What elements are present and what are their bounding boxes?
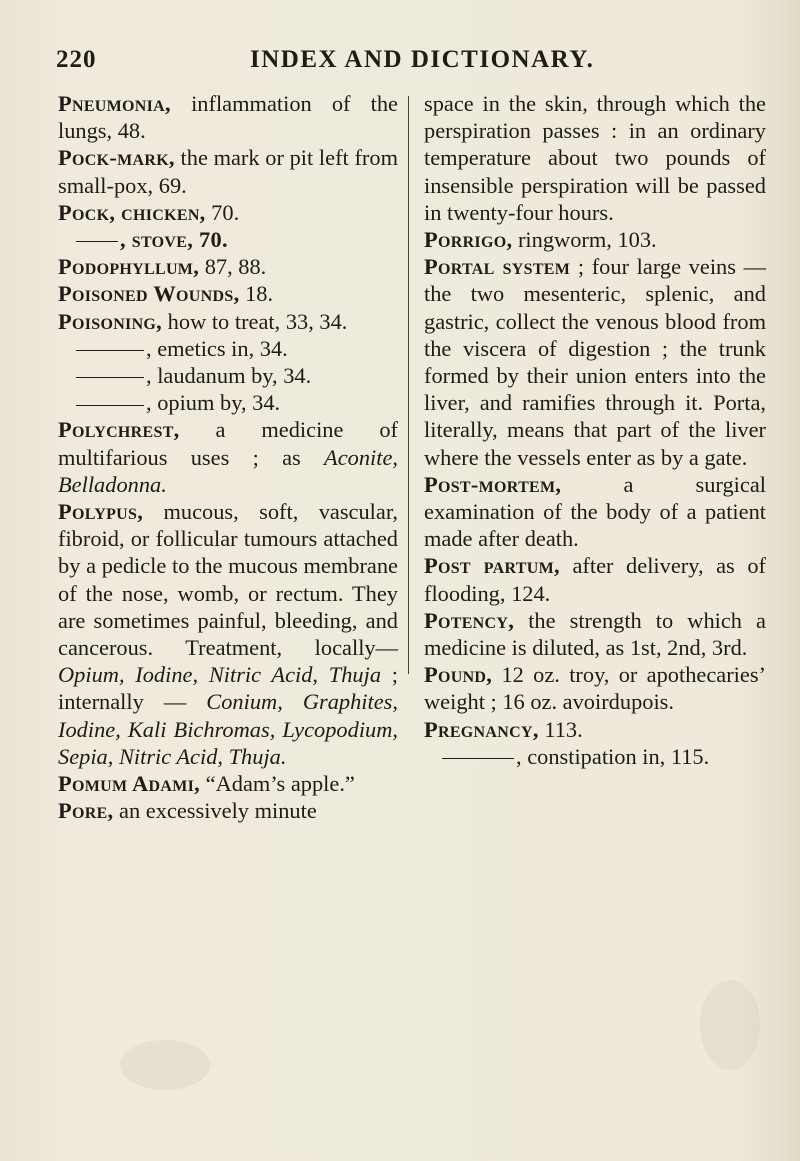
headword: Pore,: [58, 798, 114, 824]
subentry-text: , opium by, 34.: [146, 390, 281, 416]
definition: 87, 88.: [199, 254, 267, 280]
entry-pregnancy-constipation: [424, 743, 766, 770]
entry-polypus: [58, 498, 398, 770]
headword: Pound,: [424, 662, 493, 688]
definition: the mark or pit left from small-pox, 69.: [58, 145, 398, 198]
entry-pomum-adami: [58, 770, 398, 797]
entry-pound: [424, 661, 766, 715]
headword: Pock-mark,: [58, 145, 175, 171]
subentry-text: , constipation in, 115.: [516, 743, 710, 769]
ditto-dash: [76, 350, 144, 351]
definition: inflammation of the lungs, 48.: [58, 91, 398, 144]
remedy-names-internal: Conium, Graphites, Iodine, Kali Bichromas, Lycopodium, Sepia, Nitric Acid, Thuja.: [58, 689, 398, 769]
definition: 113.: [538, 716, 583, 742]
definition: a medicine of multifarious uses ; as: [58, 417, 398, 470]
right-column: [424, 90, 766, 770]
entry-pore: [58, 797, 398, 824]
definition: ; four large veins — the two mesenteric, splenic, and gastric, collect the venous blood from the viscera of digestion ; the trunk formed by their union enters into the liver, and ramifies through it. Porta, literally, means that part of the liver where the vessels enter as by a gate.: [424, 254, 766, 470]
headword: Pregnancy,: [424, 716, 539, 742]
paper-stain: [700, 980, 760, 1070]
entry-poisoning-emetics: [58, 335, 398, 362]
headword: Poisoned Wounds,: [58, 281, 240, 307]
entry-potency: [424, 607, 766, 661]
entry-poisoned-wounds: [58, 280, 398, 307]
column-divider: [408, 96, 409, 674]
page-number: 220: [56, 46, 97, 73]
remedy-names: Aconite, Belladonna.: [58, 444, 398, 497]
definition: 12 oz. troy, or apothecaries’ weight ; 16 oz. avoirdupois.: [424, 662, 766, 715]
definition: a surgical examination of the body of a patient made after death.: [424, 471, 766, 552]
subentry-text: , stove, 70.: [120, 227, 228, 253]
ditto-dash: [76, 377, 144, 378]
paper-stain: [120, 1040, 210, 1090]
definition: “Adam’s apple.”: [200, 771, 355, 797]
headword: Portal system: [424, 254, 571, 280]
ditto-dash: [76, 241, 118, 242]
headword: Pneumonia,: [58, 91, 171, 116]
definition: an excessively minute: [113, 798, 317, 824]
entry-pock-mark: [58, 144, 398, 198]
headword: Podophyllum,: [58, 254, 200, 280]
headword: Post-mortem,: [424, 471, 562, 497]
headword: Post partum,: [424, 553, 560, 579]
entry-portal-system: [424, 253, 766, 471]
entry-poisoning: [58, 308, 398, 335]
entry-porrigo: [424, 226, 766, 253]
definition: mucous, soft, vascular, fibroid, or follicular tumours attached by a pedicle to the mucous membrane of the nose, womb, or rectum. They are sometimes painful, bleeding, and cancerous. Treatment, locally—: [58, 499, 398, 661]
headword: Polypus,: [58, 499, 144, 525]
headword: Porrigo,: [424, 227, 513, 253]
definition: space in the skin, through which the perspiration passes : in an ordinary temperature about two pounds of insensible perspiration will be passed in twenty-four hours.: [424, 91, 766, 225]
subentry-text: , laudanum by, 34.: [146, 363, 312, 389]
definition: how to treat, 33, 34.: [162, 308, 348, 334]
headword: Potency,: [424, 607, 515, 633]
definition-cont: ; internally —: [58, 662, 398, 715]
page-header: [56, 46, 760, 82]
entry-pock-stove: [58, 226, 398, 253]
subentry-text: , emetics in, 34.: [146, 335, 288, 361]
entry-poisoning-opium: [58, 389, 398, 416]
headword: Pomum Adami,: [58, 771, 201, 797]
running-title: INDEX AND DICTIONARY.: [250, 46, 595, 73]
entry-polychrest: [58, 416, 398, 498]
headword: Polychrest,: [58, 417, 180, 443]
definition: 18.: [239, 281, 274, 307]
entry-pock-chicken: [58, 199, 398, 226]
remedy-names-local: Opium, Iodine, Nitric Acid, Thuja: [58, 662, 382, 688]
ditto-dash: [76, 405, 144, 406]
entry-post-mortem: [424, 471, 766, 553]
entry-podophyllum: [58, 253, 398, 280]
definition: after delivery, as of flooding, 124.: [424, 553, 766, 606]
entry-poisoning-laudanum: [58, 362, 398, 389]
left-column: [58, 90, 398, 824]
entry-post-partum: [424, 552, 766, 606]
entry-pregnancy: [424, 716, 766, 743]
entry-pore-continued: [424, 90, 766, 226]
ditto-dash: [442, 758, 514, 759]
headword: Poisoning,: [58, 308, 163, 334]
headword: Pock, chicken,: [58, 199, 206, 225]
definition: ringworm, 103.: [512, 227, 657, 253]
definition: the strength to which a medicine is diluted, as 1st, 2nd, 3rd.: [424, 607, 766, 661]
entry-pneumonia: [58, 90, 398, 144]
definition: 70.: [205, 199, 240, 225]
